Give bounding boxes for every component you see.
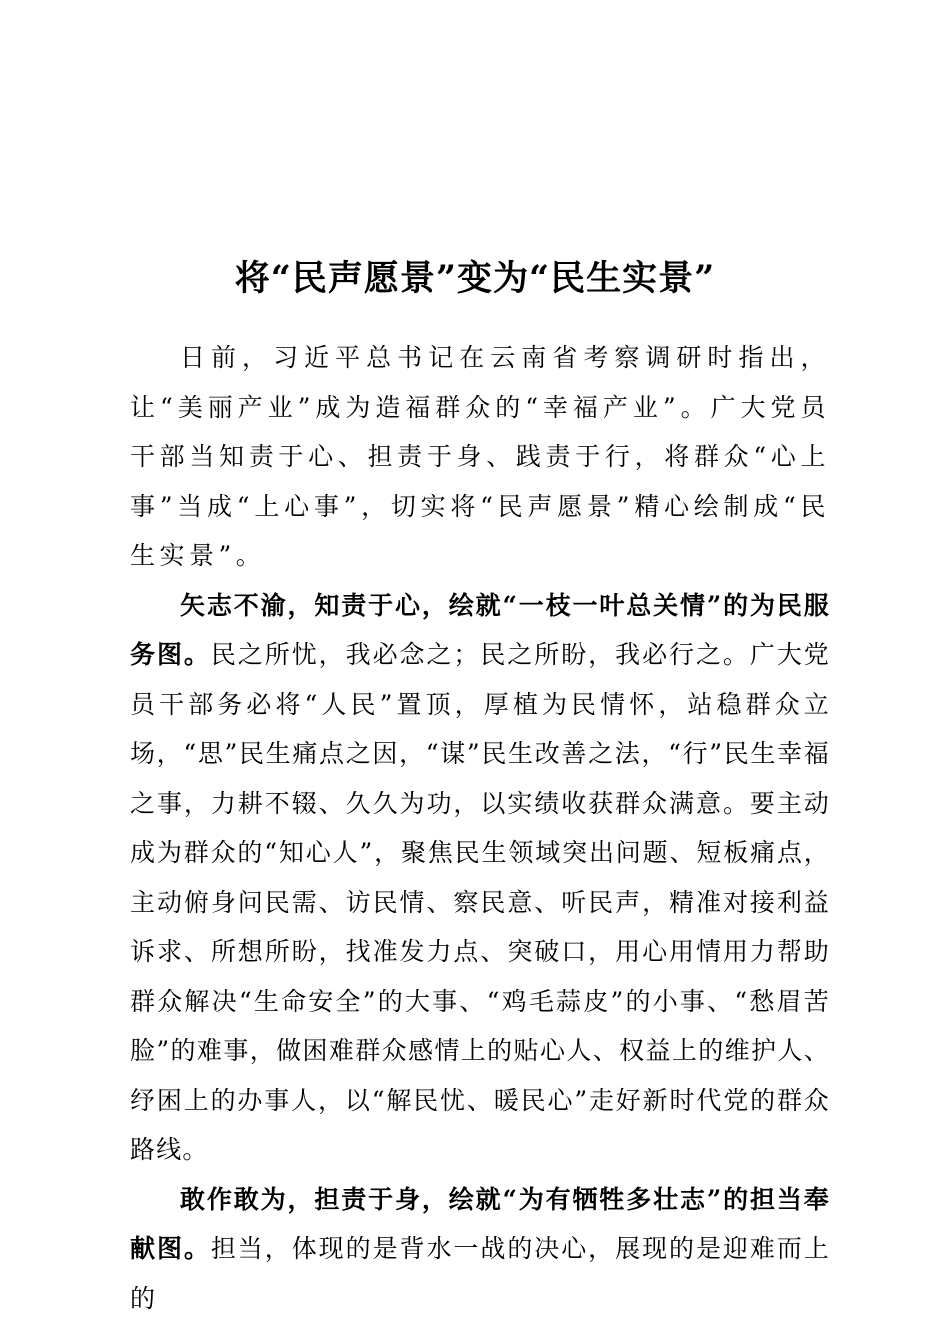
- paragraph-intro: [130, 333, 830, 581]
- paragraph-lead: 矢志不渝，知责于心，绘就“一枝一叶总关情”的为民服务图。: [130, 590, 830, 669]
- document-body: [130, 333, 830, 1323]
- paragraph-text: 民之所忧，我必念之；民之所盼，我必行之。广大党员干部务必将“人民”置顶，厚植为民情怀，站稳群众立场，“思”民生痛点之因，“谋”民生改善之法，“行”民生幸福之事，力耕不辍、久久为功，以实绩收获群众满意。要主动成为群众的“知心人”，聚焦民生领域突出问题、短板痛点，主动俯身问民需、访民情、察民意、听民声，精准对接利益诉求、所想所盼，找准发力点、突破口，用心用情用力帮助群众解决“生命安全”的大事、“鸡毛蒜皮”的小事、“愁眉苦脸”的难事，做困难群众感情上的贴心人、权益上的维护人、纾困上的办事人，以“解民忧、暖民心”走好新时代党的群众路线。: [130, 640, 830, 1164]
- paragraph-service: [130, 581, 830, 1175]
- paragraph-text: 日前，习近平总书记在云南省考察调研时指出，让“美丽产业”成为造福群众的“幸福产业”。广大党员干部当知责于心、担责于身、践责于行，将群众“心上事”当成“上心事”，切实将“民声愿景”精心绘制成“民生实景”。: [130, 343, 830, 570]
- document-title: 将“民声愿景”变为“民生实景”: [234, 258, 716, 300]
- paragraph-responsibility: [130, 1175, 830, 1324]
- paragraph-text: 担当，体现的是背水一战的决心，展现的是迎难而上的: [130, 1234, 830, 1313]
- paragraph-lead: 敢作敢为，担责于身，绘就“为有牺牲多壮志”的担当奉献图。: [130, 1184, 830, 1263]
